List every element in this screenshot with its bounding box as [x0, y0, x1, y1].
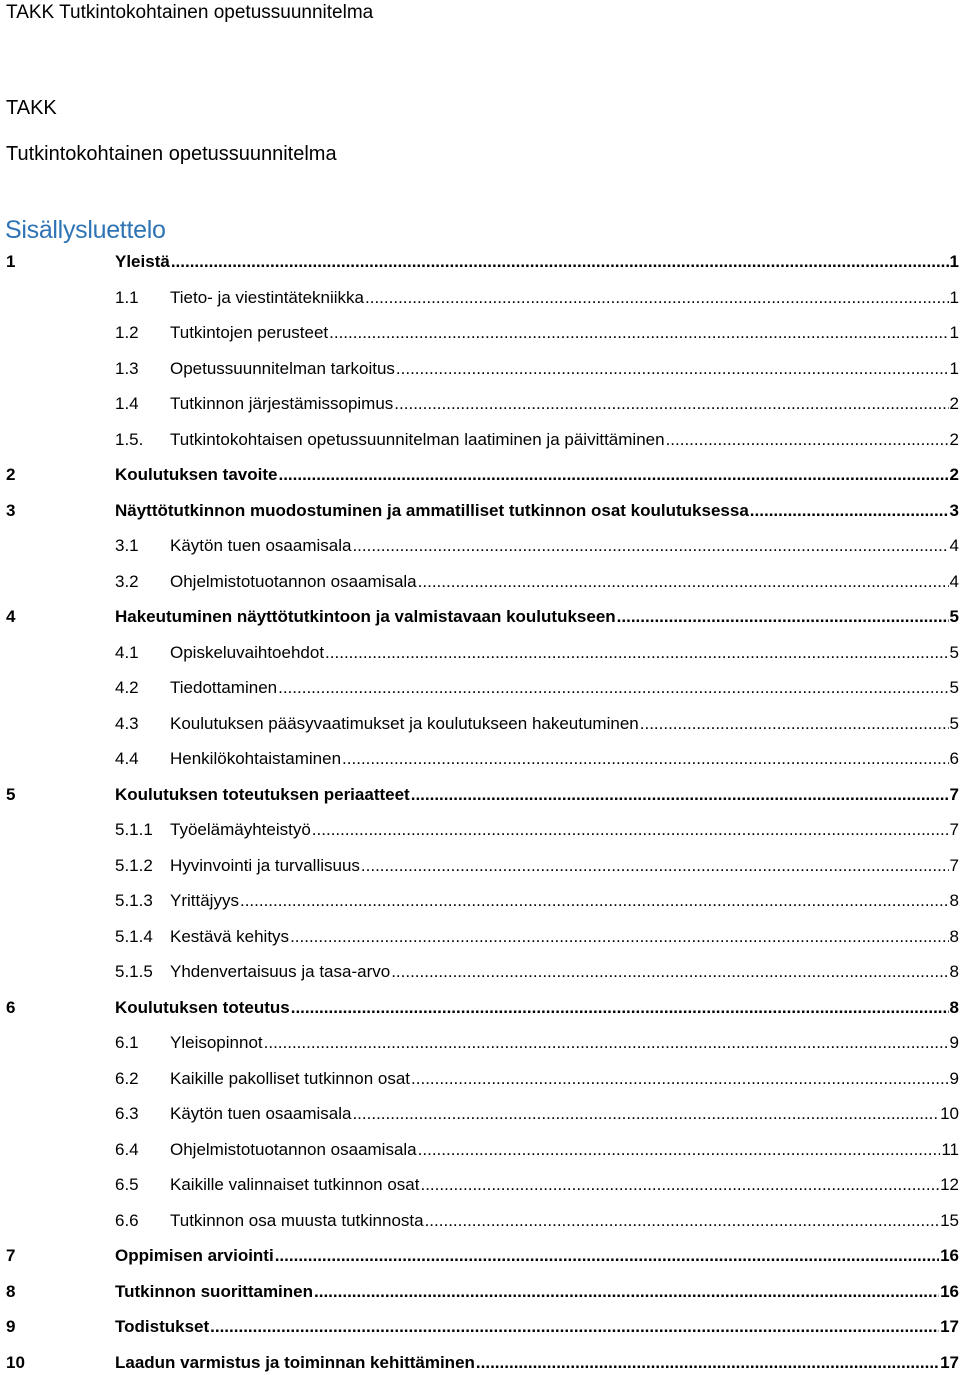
toc-dot-leader — [394, 392, 948, 416]
toc-entry-page: 1 — [949, 358, 959, 378]
toc-dot-leader — [420, 1173, 939, 1197]
toc-entry-page: 8 — [949, 962, 959, 981]
toc-entry-number: 1.5. — [115, 429, 144, 449]
toc-entry-title: Opetussuunnitelman tarkoitus — [170, 358, 395, 378]
toc-entry-title: Tutkintojen perusteet — [170, 323, 329, 342]
toc-entry-number: 9 — [6, 1317, 16, 1336]
toc-dot-leader — [240, 889, 949, 913]
toc-entry-number: 3 — [6, 500, 16, 520]
toc-dot-leader — [278, 676, 948, 700]
toc-entry[interactable] — [0, 1173, 960, 1197]
toc-entry[interactable] — [0, 960, 960, 984]
toc-entry[interactable] — [0, 676, 960, 700]
toc-entry-title: Työelämäyhteistyö — [170, 820, 311, 839]
toc-entry-page: 7 — [949, 855, 959, 875]
toc-entry-number: 4.2 — [115, 678, 139, 697]
toc-entry-title: Ohjelmistotuotannon osaamisala — [170, 571, 417, 591]
toc-dot-leader — [750, 499, 949, 523]
toc-dot-leader — [171, 250, 949, 274]
toc-entry-page: 8 — [949, 891, 959, 910]
toc-entry[interactable] — [0, 499, 960, 523]
toc-dot-leader — [290, 925, 948, 949]
toc-entry-page: 9 — [949, 1033, 959, 1052]
toc-dot-leader — [666, 428, 949, 452]
toc-entry-page: 2 — [949, 429, 959, 449]
toc-entry-number: 3.1 — [115, 536, 139, 555]
toc-entry-title: Yrittäjyys — [170, 891, 239, 910]
toc-entry-number: 1.1 — [115, 287, 139, 307]
toc-entry-page: 2 — [949, 465, 959, 484]
toc-dot-leader — [425, 1209, 940, 1233]
toc-entry-title: Tutkinnon osa muusta tutkinnosta — [170, 1210, 424, 1230]
toc-entry-number: 8 — [6, 1281, 16, 1301]
toc-entry[interactable] — [0, 641, 960, 665]
toc-entry-title: Kaikille valinnaiset tutkinnon osat — [170, 1175, 420, 1194]
toc-dot-leader — [264, 1031, 949, 1055]
toc-entry[interactable] — [0, 357, 960, 381]
toc-entry-title: Todistukset — [115, 1317, 210, 1336]
toc-entry[interactable] — [0, 1067, 960, 1091]
toc-entry-title: Hyvinvointi ja turvallisuus — [170, 855, 360, 875]
toc-entry[interactable] — [0, 996, 960, 1020]
toc-entry[interactable] — [0, 1244, 960, 1268]
toc-entry-title: Ohjelmistotuotannon osaamisala — [170, 1139, 417, 1159]
toc-entry-number: 5.1.1 — [115, 820, 153, 839]
toc-dot-leader — [342, 747, 948, 771]
toc-dot-leader — [352, 534, 948, 558]
toc-dot-leader — [411, 1067, 949, 1091]
toc-entry-title: Laadun varmistus ja toiminnan kehittäminen — [115, 1352, 475, 1372]
toc-entry-number: 7 — [6, 1246, 16, 1265]
toc-entry-number: 6.2 — [115, 1068, 139, 1088]
toc-entry-page: 5 — [949, 678, 959, 697]
toc-entry[interactable] — [0, 818, 960, 842]
toc-entry[interactable] — [0, 854, 960, 878]
toc-entry-number: 6.5 — [115, 1175, 139, 1194]
toc-entry[interactable] — [0, 534, 960, 558]
toc-entry-page: 8 — [949, 926, 959, 946]
toc-entry-number: 5.1.2 — [115, 855, 153, 875]
toc-entry-title: Kestävä kehitys — [170, 926, 290, 946]
toc-entry-number: 6.4 — [115, 1139, 139, 1159]
toc-entry-page: 1 — [949, 252, 959, 271]
toc-entry[interactable] — [0, 250, 960, 274]
toc-entry-number: 5.1.4 — [115, 926, 153, 946]
toc-entry-page: 5 — [949, 713, 959, 733]
toc-entry-number: 1.4 — [115, 394, 139, 413]
toc-entry-title: Tieto- ja viestintätekniikka — [170, 287, 365, 307]
toc-dot-leader — [278, 463, 948, 487]
toc-entry-title: Oppimisen arviointi — [115, 1246, 274, 1265]
toc-entry-number: 4 — [6, 607, 16, 626]
toc-dot-leader — [476, 1351, 939, 1375]
toc-entry-page: 9 — [949, 1068, 959, 1088]
toc-entry-page: 5 — [949, 607, 959, 626]
toc-dot-leader — [396, 357, 949, 381]
toc-entry[interactable] — [0, 570, 960, 594]
toc-entry-number: 1.3 — [115, 358, 139, 378]
toc-dot-leader — [314, 1280, 939, 1304]
toc-entry[interactable] — [0, 889, 960, 913]
toc-entry-title: Näyttötutkinnon muodostuminen ja ammatilliset tutkinnon osat koulutuksessa — [115, 500, 749, 520]
document-title: Tutkintokohtainen opetussuunnitelma — [6, 143, 337, 165]
toc-entry-number: 1 — [6, 252, 16, 271]
toc-dot-leader — [312, 818, 949, 842]
toc-entry[interactable] — [0, 321, 960, 345]
toc-entry[interactable] — [0, 712, 960, 736]
toc-dot-leader — [640, 712, 949, 736]
toc-entry-page: 10 — [940, 1104, 959, 1123]
toc-dot-leader — [325, 641, 948, 665]
toc-entry[interactable] — [0, 392, 960, 416]
toc-entry[interactable] — [0, 1209, 960, 1233]
toc-entry-title: Tutkinnon suorittaminen — [115, 1281, 314, 1301]
toc-dot-leader — [411, 783, 949, 807]
toc-entry-title: Tiedottaminen — [170, 678, 278, 697]
toc-entry-number: 4.4 — [115, 749, 139, 768]
toc-entry-title: Kaikille pakolliset tutkinnon osat — [170, 1068, 411, 1088]
toc-dot-leader — [210, 1315, 939, 1339]
toc-entry-number: 4.3 — [115, 713, 139, 733]
toc-entry[interactable] — [0, 1138, 960, 1162]
toc-entry-title: Koulutuksen pääsyvaatimukset ja koulutukseen hakeutuminen — [170, 713, 639, 733]
toc-entry-title: Käytön tuen osaamisala — [170, 1104, 352, 1123]
toc-entry[interactable] — [0, 1031, 960, 1055]
toc-entry[interactable] — [0, 747, 960, 771]
toc-entry[interactable] — [0, 925, 960, 949]
toc-dot-leader — [291, 996, 949, 1020]
toc-dot-leader — [418, 570, 949, 594]
toc-entry-number: 3.2 — [115, 571, 139, 591]
toc-entry-page: 2 — [949, 394, 959, 413]
toc-entry-page: 17 — [940, 1352, 959, 1372]
toc-entry-number: 5 — [6, 784, 16, 804]
toc-entry[interactable] — [0, 783, 960, 807]
toc-entry-number: 6 — [6, 997, 16, 1017]
toc-entry-number: 2 — [6, 465, 16, 484]
toc-entry-number: 6.3 — [115, 1104, 139, 1123]
toc-heading: Sisällysluettelo — [5, 216, 166, 244]
toc-entry-number: 4.1 — [115, 642, 139, 662]
toc-entry[interactable] — [0, 286, 960, 310]
toc-entry-page: 15 — [940, 1210, 959, 1230]
toc-dot-leader — [329, 321, 948, 345]
toc-entry-number: 6.6 — [115, 1210, 139, 1230]
toc-entry-number: 10 — [6, 1352, 25, 1372]
toc-entry-number: 1.2 — [115, 323, 139, 342]
toc-entry[interactable] — [0, 463, 960, 487]
toc-entry-title: Tutkinnon järjestämissopimus — [170, 394, 394, 413]
toc-entry-title: Käytön tuen osaamisala — [170, 536, 352, 555]
toc-entry-page: 4 — [949, 571, 959, 591]
toc-entry[interactable] — [0, 605, 960, 629]
toc-entry-page: 1 — [949, 287, 959, 307]
toc-entry-title: Yleisopinnot — [170, 1033, 263, 1052]
toc-entry-page: 16 — [940, 1246, 959, 1265]
toc-entry-page: 3 — [949, 500, 959, 520]
toc-entry-title: Koulutuksen toteutuksen periaatteet — [115, 784, 410, 804]
document-title-org: TAKK — [6, 97, 57, 119]
toc-entry-title: Opiskeluvaihtoehdot — [170, 642, 325, 662]
toc-entry-title: Koulutuksen toteutus — [115, 997, 290, 1017]
toc-entry[interactable] — [0, 1351, 960, 1375]
toc-entry-page: 17 — [940, 1317, 959, 1336]
toc-entry-page: 11 — [941, 1139, 959, 1159]
toc-entry-number: 6.1 — [115, 1033, 139, 1052]
toc-entry-title: Yhdenvertaisuus ja tasa-arvo — [170, 962, 391, 981]
toc-entry-title: Hakeutuminen näyttötutkintoon ja valmistavaan koulutukseen — [115, 607, 616, 626]
toc-dot-leader — [275, 1244, 939, 1268]
toc-entry-page: 12 — [940, 1175, 959, 1194]
toc-dot-leader — [617, 605, 949, 629]
toc-entry-title: Henkilökohtaistaminen — [170, 749, 342, 768]
toc-dot-leader — [365, 286, 949, 310]
toc-entry-title: Tutkintokohtaisen opetussuunnitelman laatiminen ja päivittäminen — [170, 429, 665, 449]
toc-entry-title: Yleistä — [115, 252, 170, 271]
page-header: TAKK Tutkintokohtainen opetussuunnitelma — [6, 2, 374, 23]
toc-entry-page: 7 — [949, 784, 959, 804]
toc-entry-page: 1 — [949, 323, 959, 342]
toc-entry[interactable] — [0, 1315, 960, 1339]
toc-dot-leader — [361, 854, 949, 878]
toc-entry-number: 5.1.3 — [115, 891, 153, 910]
toc-entry-title: Koulutuksen tavoite — [115, 465, 278, 484]
toc-entry[interactable] — [0, 428, 960, 452]
toc-entry[interactable] — [0, 1280, 960, 1304]
toc-entry-number: 5.1.5 — [115, 962, 153, 981]
toc-entry-page: 8 — [949, 997, 959, 1017]
toc-dot-leader — [418, 1138, 941, 1162]
toc-dot-leader — [391, 960, 948, 984]
toc-entry-page: 6 — [949, 749, 959, 768]
toc-entry-page: 7 — [949, 820, 959, 839]
toc-entry-page: 4 — [949, 536, 959, 555]
toc-entry-page: 5 — [949, 642, 959, 662]
toc-entry[interactable] — [0, 1102, 960, 1126]
toc-entry-page: 16 — [940, 1281, 959, 1301]
toc-dot-leader — [352, 1102, 939, 1126]
